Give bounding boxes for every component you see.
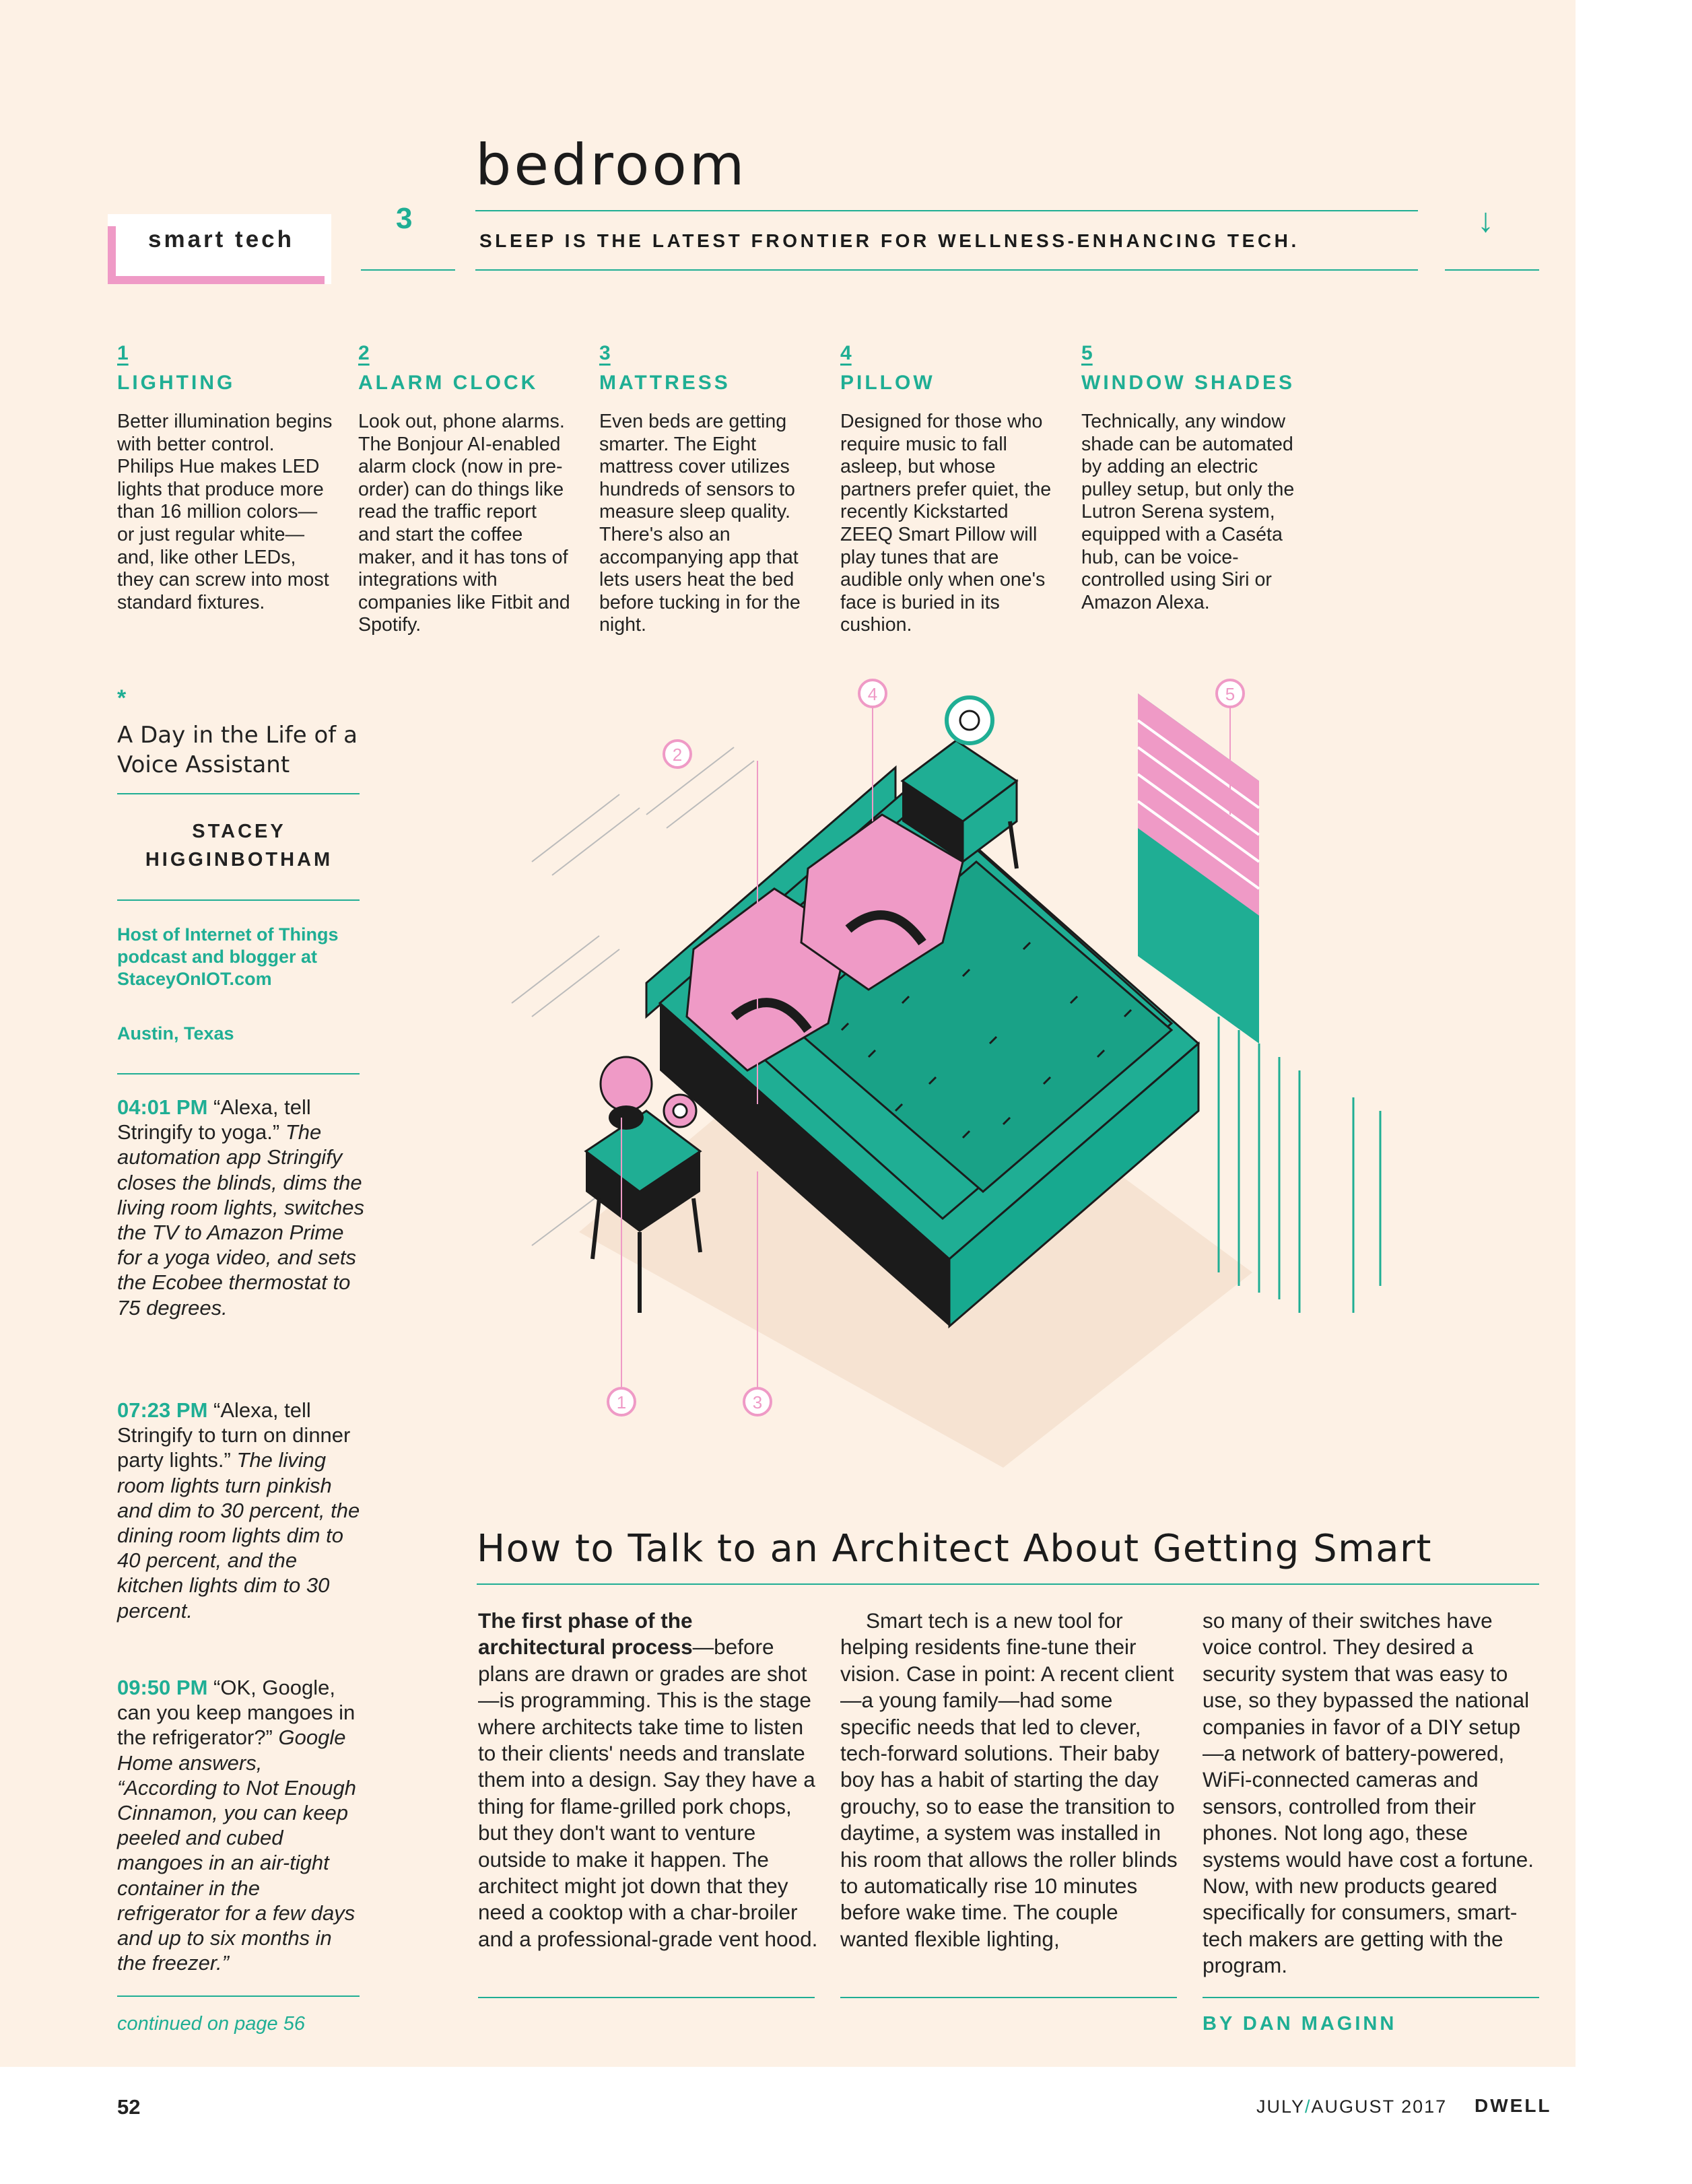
item-body: Even beds are getting smarter. The Eight mattress cover utilizes hundreds of sensors to measure sleep quality. There's also an accompanying app that lets users heat the bed before tucking in for the night. [599,411,801,636]
section-tag-accent [108,276,325,284]
lamp-left-base [609,1105,644,1130]
item-body: Look out, phone alarms. The Bonjour AI-enabled alarm clock (now in pre-order) can do things like read the traffic report and start the coffee maker, and it has tons of integrations with companies like Fitbit and Spotify. [358,411,570,636]
divider [1445,269,1539,271]
lamp-left [601,1057,652,1111]
divider [475,210,1418,211]
marker-label: 4 [867,684,878,704]
item-heading: PILLOW [840,372,935,394]
issue-rest: AUGUST 2017 [1311,2096,1448,2117]
article-byline: BY DAN MAGINN [1203,2013,1397,2035]
marker-label: 2 [672,745,683,765]
item-heading: LIGHTING [117,372,236,394]
entry-note: The living room lights turn pinkish and dim to 30 percent, the dining room lights dim to 40 percent, and the kitchen lights dim to 30 percent. [117,1448,360,1623]
alarm-clock-face [673,1104,687,1118]
divider [475,269,1418,271]
page-number: 52 [117,2095,141,2119]
sidebar-host: Host of Internet of Things podcast and blogger at StaceyOnIOT.com [117,924,339,989]
item-number: 3 [599,342,611,364]
entry-time: 07:23 PM [117,1398,208,1422]
item-window-shades [1081,342,1310,614]
divider [117,1073,360,1074]
section-tag: smart tech [148,226,295,252]
lamp-right-bulb [960,711,979,730]
issue-month: JULY [1256,2096,1306,2117]
nightstand-legs [1010,821,1017,868]
item-number: 1 [117,342,129,364]
article-lead: The first phase of the architectural process [478,1608,693,1660]
item-heading: MATTRESS [599,372,731,394]
article-column-1 [478,1608,821,1952]
article-column-3: so many of their switches have voice control. They desired a security system that was easy to use, so they bypassed the national companies in favor of a DIY setup—a network of battery-powered, WiFi-connected cameras and sensors, controlled from their phones. Not long ago, these systems would have cost a fortune. Now, with new products geared specifically for consumers, smart-tech makers are getting with the program. [1203,1608,1534,1978]
divider [478,1997,815,1998]
divider [477,1583,1539,1585]
timeline-entry [117,1095,366,1320]
entry-time: 09:50 PM [117,1676,208,1699]
item-lighting [117,342,333,614]
item-mattress [599,342,815,637]
divider [117,1995,360,1997]
magazine-brand: DWELL [1475,2095,1552,2116]
callout-marker-4 [859,680,886,707]
marker-label: 5 [1225,684,1236,704]
divider [840,1997,1177,1998]
sidebar-location: Austin, Texas [117,1023,234,1044]
article-text: —before plans are drawn or grades are shot—is programming. This is the stage where architects take time to listen to their clients' needs and translate them into a design. Say they have a thing for flame-grilled pork chops, but they don't want to venture outside to make it happen. The architect might jot down that they need a cooktop with a char-broiler and a professional-grade vent hood. [478,1635,818,1951]
marker-label: 3 [752,1392,763,1412]
item-body: Better illumination begins with better control. Philips Hue makes LED lights that produce more than 16 million colors—or just regular white—and, like other LEDs, they can screw into most standard fixtures. [117,411,333,613]
timeline-entry [117,1675,366,1975]
callout-marker-1 [608,1388,635,1415]
callout-marker-2 [664,741,691,767]
callout-marker-5 [1217,680,1244,707]
callout-marker-3 [744,1388,771,1415]
item-body: Designed for those who require music to fall asleep, but whose partners prefer quiet, the recently Kickstarted ZEEQ Smart Pillow will play tunes that are audible only when one's face is buried in its cushion. [840,411,1052,636]
issue-slash: / [1305,2096,1312,2117]
sidebar-title: A Day in the Life of a Voice Assistant [117,722,358,778]
issue-date [1256,2096,1447,2117]
entry-quote: “Alexa, tell Stringify to yoga.” [117,1095,311,1145]
timeline-entry [117,1398,366,1623]
divider [361,269,455,271]
continued-note[interactable]: continued on page 56 [117,2013,305,2035]
divider [117,793,360,794]
sidebar-star: * [117,685,127,711]
bedroom-illustration [492,667,1468,1501]
page-title: bedroom [475,132,747,198]
section-number: 3 [396,202,413,235]
entry-quote: “OK, Google, can you keep mangoes in the refrigerator?” [117,1676,356,1750]
entry-note: The automation app Stringify closes the blinds, dims the living room lights, switches the TV to Amazon Prime for a yoga video, and sets the Ecobee thermostat to 75 degrees. [117,1120,364,1320]
item-pillow [840,342,1056,637]
marker-label: 1 [616,1392,627,1412]
article-column-2: Smart tech is a new tool for helping residents fine-tune their vision. Case in point: A recent client—a young family—had some specific needs that led to clever, tech-forward solutions. Their baby boy has a habit of starting the day grouchy, so to ease the transition to daytime, a system was installed in his room that allows the roller blinds to automatically rise 10 minutes before wake time. The couple wanted flexible lighting, [840,1608,1178,1951]
item-alarm-clock [358,342,574,637]
divider [1203,1997,1539,1998]
item-number: 4 [840,342,852,364]
page-subtitle: SLEEP IS THE LATEST FRONTIER FOR WELLNESS-ENHANCING TECH. [479,230,1299,251]
item-heading: WINDOW SHADES [1081,372,1295,394]
entry-quote: “Alexa, tell Stringify to turn on dinner party lights.” [117,1398,351,1472]
article-title: How to Talk to an Architect About Getting Smart [477,1527,1432,1571]
entry-time: 04:01 PM [117,1095,208,1119]
divider [117,899,360,901]
item-number: 5 [1081,342,1093,364]
entry-note: Google Home answers, “According to Not Enough Cinnamon, you can keep peeled and cubed mangoes in an air-tight container in the refrigerator for a few days and up to six months in the freezer.” [117,1726,356,1975]
item-heading: ALARM CLOCK [358,372,539,394]
item-number: 2 [358,342,370,364]
arrow-down-icon: ↓ [1477,201,1494,239]
item-body: Technically, any window shade can be automated by adding an electric pulley setup, but only the Lutron Serena system, equipped with a Caséta hub, can be voice-controlled using Siri or Amazon Alexa. [1081,411,1295,613]
sidebar-author: STACEY HIGGINBOTHAM [145,821,333,871]
